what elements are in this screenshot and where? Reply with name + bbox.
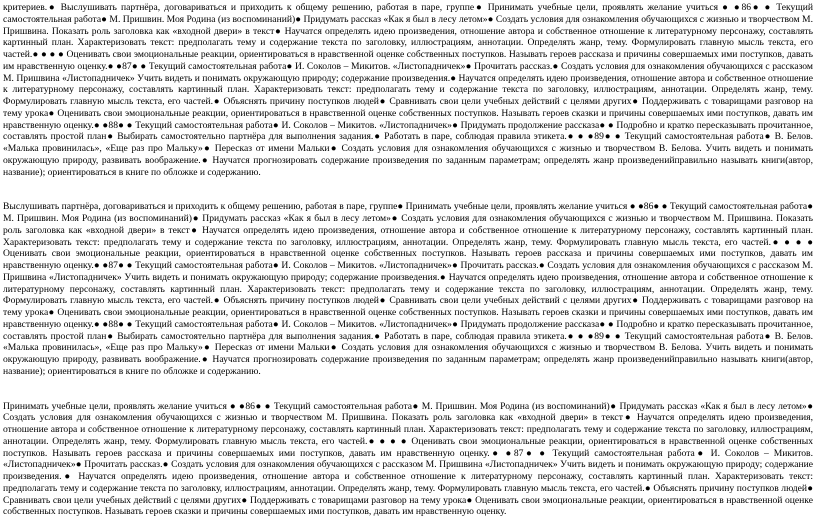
paragraph-1: критериев.● Выслушивать партнёра, договариваться и приходить к общему решению, работая в паре, группе● Принимать учебные цели, проявлять желание учиться ● ●86● ● Текущий самостоятельная работа● М. Пришвин. Моя Родина (из воспоминаний)● Придумать рассказ «Как я был в лесу летом»● Создать условия для ознакомления обучающихся с жизнью и творчеством М. Пришвина. Показать роль заголовка как «входной двери» в текст● Научатся определять идею произведения, отношение автора и собственное отношение к литературному персонажу, составлять картинный план. Характеризовать текст: предполагать тему и содержание текста по заголовку, иллюстрациям, аннотации. Определять жанр, тему. Формулировать главную мысль текста, его частей.● ● ● ● Оценивать свои эмоциональные реакции, ориентироваться в нравственной оценке собственных поступков. Называть героев рассказа и причины совершаемых ими поступков, давать им нравственную оценку.● ●87● ● Текущий самостоятельная работа● И. Соколов – Микитов. «Листопадничек»● Прочитать рассказ.● Создать условия для ознакомления обучающихся с рассказом М. Пришвина «Листопадничек» Учить видеть и понимать окружающую природу; содержание произведения.● Научатся определять идею произведения, отношение автора и собственное отношение к литературному персонажу, составлять картинный план. Характеризовать текст: предполагать тему и содержание текста по заголовку, иллюстрациям, аннотации. Определять жанр, тему. Формулировать главную мысль текста, его частей.● Объяснять причину поступков людей● Сравнивать свои цели учебных действий с целями других● Поддерживать с товарищами разговор на тему урока● Оценивать свои эмоциональные реакции, ориентироваться в нравственной оценке собственных поступков. Называть героев сказки и причины совершаемых ими поступков, давать им нравственную оценку.● ●88● ● Текущий самостоятельная работа● И. Соколов – Микитов. «Листопадничек»● Придумать продолжение рассказа● ● Подробно и кратко пересказывать прочитанное, составлять простой план● Выбирать самостоятельно партнёра для выполнения задания.● Работать в паре, соблюдая правила этикета.● ● ●89● ● Текущий самостоятельная работа● В. Белов. «Малька провинилась», «Еще раз про Мальку»● Пересказ от имени Мальки● Создать условия для ознакомления обучающихся с жизнью и творчеством В. Белова. Учить видеть и понимать окружающую природу, развивать воображение.● Научатся прогнозировать содержание произведения по заданным параметрам; определять жанр произведенийправильно называть книги(автор, название); ориентироваться в книге по обложке и содержанию. (3, 2, 813, 178)
paragraph-gap (3, 178, 813, 201)
paragraph-2: Выслушивать партнёра, договариваться и приходить к общему решению, работая в паре, группе● Принимать учебные цели, проявлять желание учиться ● ●86● ● Текущий самостоятельная работа● М. Пришвин. Моя Родина (из воспоминаний)● Придумать рассказ «Как я был в лесу летом»● Создать условия для ознакомления обучающихся с жизнью и творчеством М. Пришвина. Показать роль заголовка как «входной двери» в текст● Научатся определять идею произведения, отношение автора и собственное отношение к литературному персонажу, составлять картинный план. Характеризовать текст: предполагать тему и содержание текста по заголовку, иллюстрациям, аннотации. Определять жанр, тему. Формулировать главную мысль текста, его частей.● ● ● ● Оценивать свои эмоциональные реакции, ориентироваться в нравственной оценке собственных поступков. Называть героев рассказа и причины совершаемых ими поступков, давать им нравственную оценку.● ●87● ● Текущий самостоятельная работа● И. Соколов – Микитов. «Листопадничек»● Прочитать рассказ.● Создать условия для ознакомления обучающихся с рассказом М. Пришвина «Листопадничек» Учить видеть и понимать окружающую природу; содержание произведения.● Научатся определять идею произведения, отношение автора и собственное отношение к литературному персонажу, составлять картинный план. Характеризовать текст: предполагать тему и содержание текста по заголовку, иллюстрациям, аннотации. Определять жанр, тему. Формулировать главную мысль текста, его частей.● Объяснять причину поступков людей● Сравнивать свои цели учебных действий с целями других● Поддерживать с товарищами разговор на тему урока● Оценивать свои эмоциональные реакции, ориентироваться в нравственной оценке собственных поступков. Называть героев сказки и причины совершаемых ими поступков, давать им нравственную оценку.● ●88● ● Текущий самостоятельная работа● И. Соколов – Микитов. «Листопадничек»● Придумать продолжение рассказа● ● Подробно и кратко пересказывать прочитанное, составлять простой план● Выбирать самостоятельно партнёра для выполнения задания.● Работать в паре, соблюдая правила этикета.● ● ●89● ● Текущий самостоятельная работа● В. Белов. «Малька провинилась», «Еще раз про Мальку»● Пересказ от имени Мальки● Создать условия для ознакомления обучающихся с жизнью и творчеством В. Белова. Учить видеть и понимать окружающую природу, развивать воображение.● Научатся прогнозировать содержание произведения по заданным параметрам; определять жанр произведенийправильно называть книги(автор, название); ориентироваться в книге по обложке и содержанию. (3, 201, 813, 377)
paragraph-3: Принимать учебные цели, проявлять желание учиться ● ●86● ● Текущий самостоятельная работа● М. Пришвин. Моя Родина (из воспоминаний)● Придумать рассказ «Как я был в лесу летом»● Создать условия для ознакомления обучающихся с жизнью и творчеством М. Пришвина. Показать роль заголовка как «входной двери» в текст● Научатся определять идею произведения, отношение автора и собственное отношение к литературному персонажу, составлять картинный план. Характеризовать текст: предполагать тему и содержание текста по заголовку, иллюстрациям, аннотации. Определять жанр, тему. Формулировать главную мысль текста, его частей.● ● ● ● Оценивать свои эмоциональные реакции, ориентироваться в нравственной оценке собственных поступков. Называть героев рассказа и причины совершаемых ими поступков, давать им нравственную оценку.● ●87● ● Текущий самостоятельная работа● И. Соколов – Микитов. «Листопадничек»● Прочитать рассказ.● Создать условия для ознакомления обучающихся с рассказом М. Пришвина «Листопадничек» Учить видеть и понимать окружающую природу; содержание произведения.● Научатся определять идею произведения, отношение автора и собственное отношение к литературному персонажу, составлять картинный план. Характеризовать текст: предполагать тему и содержание текста по заголовку, иллюстрациям, аннотации. Определять жанр, тему. Формулировать главную мысль текста, его частей.● Объяснять причину поступков людей● Сравнивать свои цели учебных действий с целями других● Поддерживать с товарищами разговор на тему урока● Оценивать свои эмоциональные реакции, ориентироваться в нравственной оценке собственных поступков. Называть героев сказки и причины совершаемых ими поступков, давать им нравственную оценку. (3, 401, 813, 518)
paragraph-gap (3, 378, 813, 401)
